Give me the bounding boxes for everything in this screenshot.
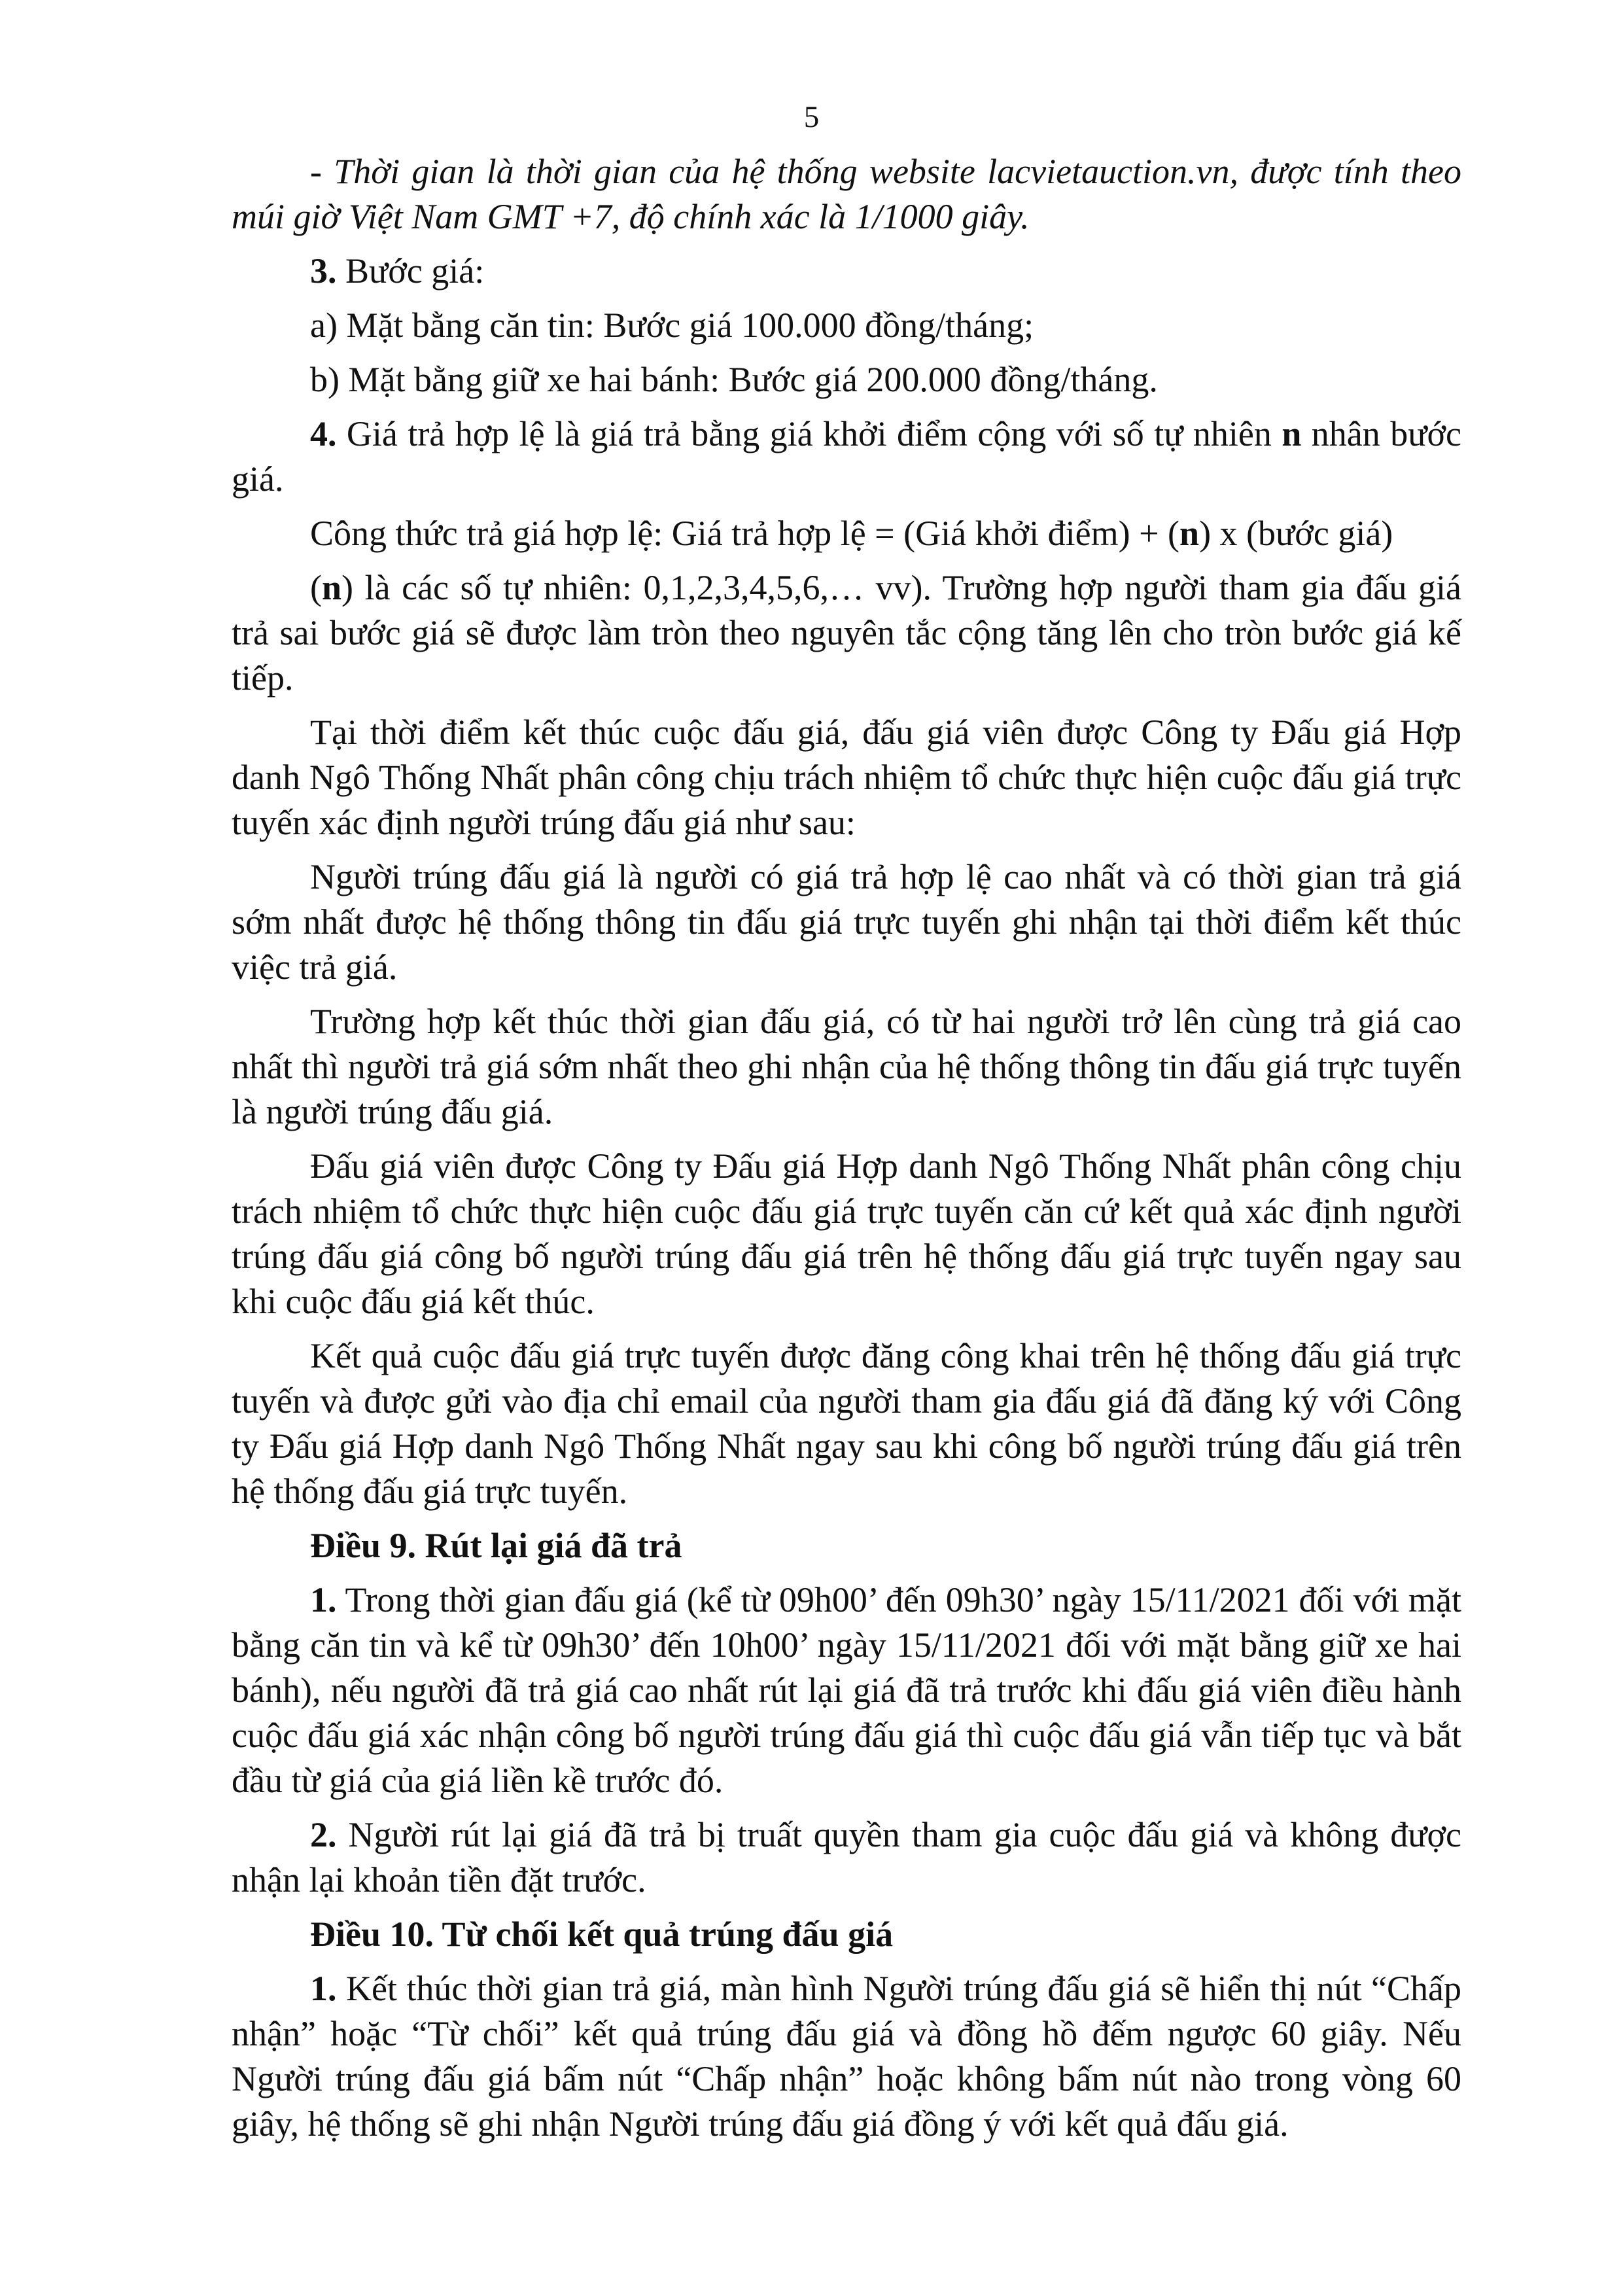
step-number: 3. [310, 251, 337, 291]
page-number: 5 [803, 100, 820, 134]
article-9-clause-1-number: 1. [310, 1580, 337, 1619]
article-10-heading: Điều 10. Từ chối kết quả trúng đấu giá [310, 1915, 894, 1954]
valid-n: n [1282, 414, 1302, 453]
body-paragraph-4: Đấu giá viên được Công ty Đấu giá Hợp danh Ngô Thống Nhất phân công chịu trách nhiệm tổ chức thực hiện cuộc đấu giá trực tuyến căn cứ kết quả xác định người trúng đấu giá công bố người trúng đấu giá trên hệ thống đấu giá trực tuyến ngay sau khi cuộc đấu giá kết thúc. [232, 1146, 1461, 1321]
article-9-clause-1-text: Trong thời gian đấu giá (kể từ 09h00’ đến 09h30’ ngày 15/11/2021 đối với mặt bằng căn tin và kể từ 09h30’ đến 10h00’ ngày 15/11/2021 đối với mặt bằng giữ xe hai bánh), nếu người đã trả giá cao nhất rút lại giá đã trả trước khi đấu giá viên điều hành cuộc đấu giá xác nhận công bố người trúng đấu giá thì cuộc đấu giá vẫn tiếp tục và bắt đầu từ giá của giá liền kề trước đó. [232, 1580, 1461, 1800]
body-paragraph-2: Người trúng đấu giá là người có giá trả hợp lệ cao nhất và có thời gian trả giá sớm nhất được hệ thống thông tin đấu giá trực tuyến ghi nhận tại thời điểm kết thúc việc trả giá. [232, 857, 1461, 987]
formula-paragraph [232, 511, 1461, 556]
formula-n: n [1179, 514, 1200, 553]
natural-text: ) là các số tự nhiên: 0,1,2,3,4,5,6,… vv). Trường hợp người tham gia đấu giá trả sai bước giá sẽ được làm tròn theo nguyên tắc cộng tăng lên cho tròn bước giá kế tiếp. [232, 568, 1461, 698]
body-paragraph-3: Trường hợp kết thúc thời gian đấu giá, có từ hai người trở lên cùng trả giá cao nhất thì người trả giá sớm nhất theo ghi nhận của hệ thống thông tin đấu giá trực tuyến là người trúng đấu giá. [232, 1002, 1461, 1131]
article-9-clause-2-text: Người rút lại giá đã trả bị truất quyền tham gia cuộc đấu giá và không được nhận lại khoản tiền đặt trước. [232, 1815, 1461, 1899]
article-9-clause-1 [232, 1578, 1461, 1803]
intro-paragraph: - Thời gian là thời gian của hệ thống website lacvietauction.vn, được tính theo múi giờ Việt Nam GMT +7, độ chính xác là 1/1000 giây. [232, 152, 1461, 236]
valid-text-2: nhân bước giá. [232, 414, 1461, 499]
step-item-b: b) Mặt bằng giữ xe hai bánh: Bước giá 200.000 đồng/tháng. [310, 360, 1158, 399]
article-9-clause-2 [232, 1812, 1461, 1903]
body-paragraph-1: Tại thời điểm kết thúc cuộc đấu giá, đấu giá viên được Công ty Đấu giá Hợp danh Ngô Thống Nhất phân công chịu trách nhiệm tổ chức thực hiện cuộc đấu giá trực tuyến xác định người trúng đấu giá như sau: [232, 713, 1461, 842]
document-body [232, 149, 1461, 2156]
article-10-clause-1-number: 1. [310, 1969, 337, 2008]
natural-n: n [321, 568, 342, 607]
formula-text-b: ) x (bước giá) [1199, 514, 1393, 553]
article-10-clause-1-text: Kết thúc thời gian trả giá, màn hình Người trúng đấu giá sẽ hiển thị nút “Chấp nhận” hoặc “Từ chối” kết quả trúng đấu giá và đồng hồ đếm ngược 60 giây. Nếu Người trúng đấu giá bấm nút “Chấp nhận” hoặc không bấm nút nào trong vòng 60 giây, hệ thống sẽ ghi nhận Người trúng đấu giá đồng ý với kết quả đấu giá. [232, 1969, 1461, 2144]
article-9-heading: Điều 9. Rút lại giá đã trả [310, 1526, 682, 1565]
step-title: Bước giá: [336, 251, 485, 291]
body-paragraph-5: Kết quả cuộc đấu giá trực tuyến được đăng công khai trên hệ thống đấu giá trực tuyến và được gửi vào địa chỉ email của người tham gia đấu giá đã đăng ký với Công ty Đấu giá Hợp danh Ngô Thống Nhất ngay sau khi công bố người trúng đấu giá trên hệ thống đấu giá trực tuyến. [232, 1336, 1461, 1511]
valid-number: 4. [310, 414, 337, 453]
step-item-a: a) Mặt bằng căn tin: Bước giá 100.000 đồng/tháng; [310, 306, 1034, 345]
valid-text-1: Giá trả hợp lệ là giá trả bằng giá khởi điểm cộng với số tự nhiên [336, 414, 1282, 453]
natural-numbers-paragraph [232, 565, 1461, 701]
step-heading [232, 249, 1461, 294]
valid-price-paragraph [232, 412, 1461, 502]
formula-text-a: Công thức trả giá hợp lệ: Giá trả hợp lệ = (Giá khởi điểm) + ( [310, 514, 1180, 553]
natural-open: ( [310, 568, 322, 607]
article-10-clause-1 [232, 1966, 1461, 2147]
article-9-clause-2-number: 2. [310, 1815, 337, 1854]
